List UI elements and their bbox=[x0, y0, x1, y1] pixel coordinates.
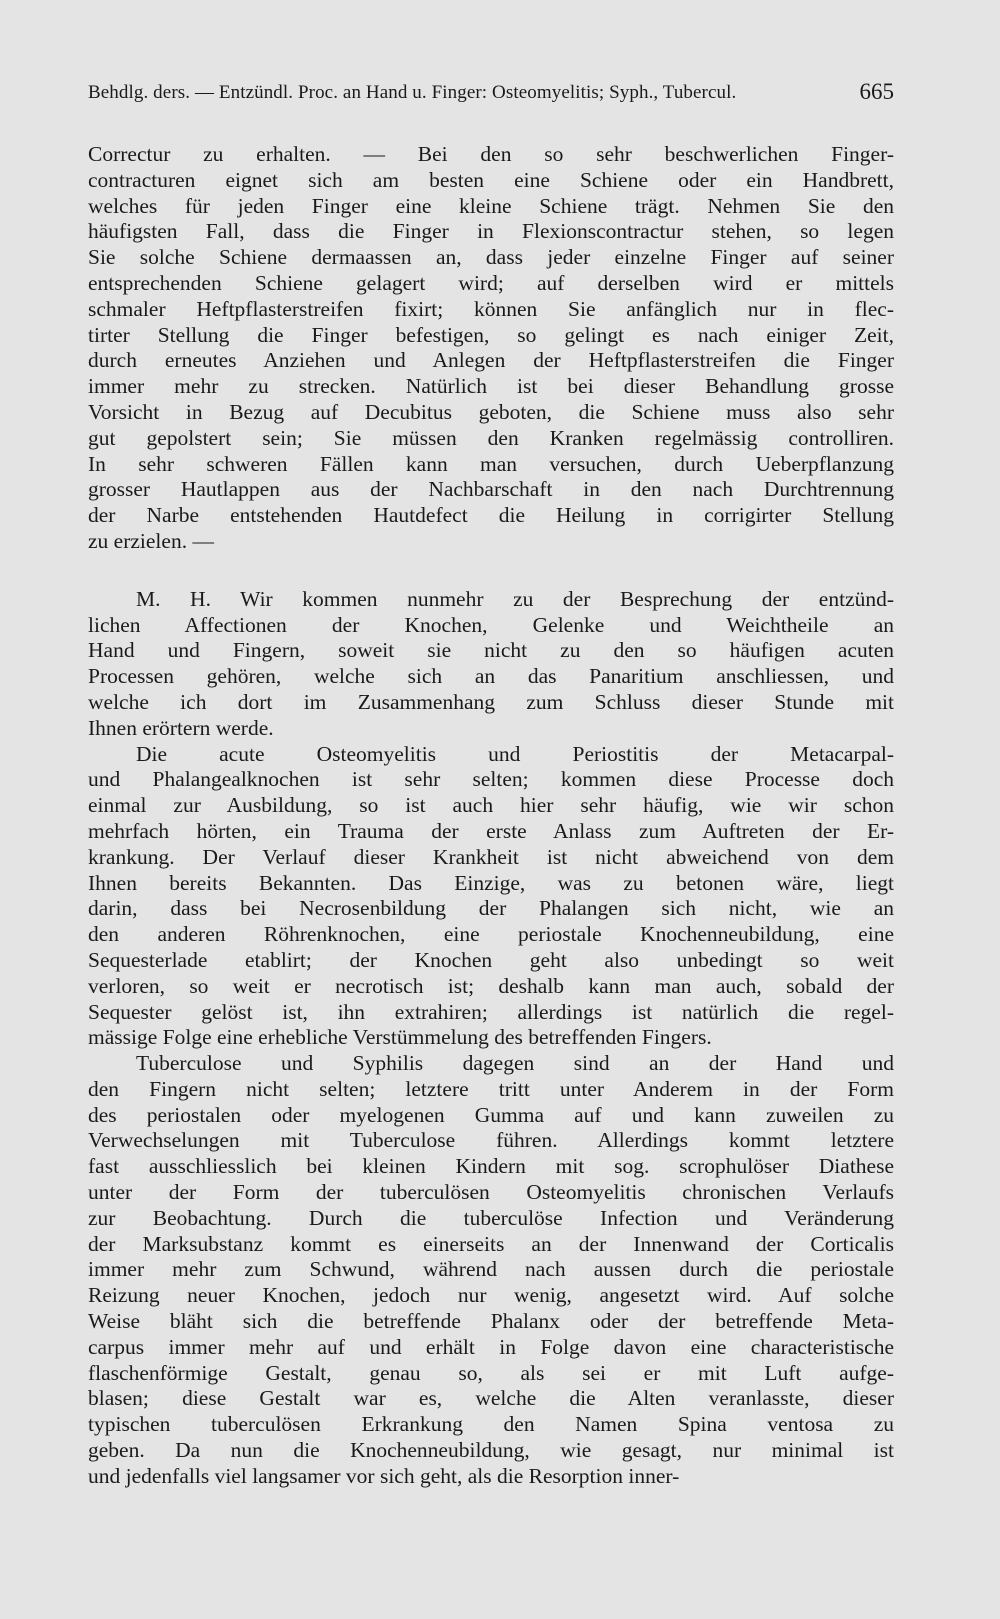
text-line: einmal zur Ausbildung, so ist auch hier sehr häufig, wie wir schon bbox=[88, 793, 894, 818]
paragraph-gap bbox=[88, 555, 894, 587]
text-line: immer mehr zum Schwund, während nach aussen durch die periostale bbox=[88, 1257, 894, 1282]
text-line: Hand und Fingern, soweit sie nicht zu den so häufigen acuten bbox=[88, 638, 894, 663]
text-line: durch erneutes Anziehen und Anlegen der Heftpflasterstreifen die Finger bbox=[88, 348, 894, 373]
text-line: mässige Folge eine erhebliche Verstümmelung des betreffenden Fingers. bbox=[88, 1025, 712, 1050]
text-line: Correctur zu erhalten. — Bei den so sehr beschwerlichen Finger- bbox=[88, 142, 894, 166]
text-line: tirter Stellung die Finger befestigen, so gelingt es nach einiger Zeit, bbox=[88, 322, 894, 347]
text-line: der Marksubstanz kommt es einerseits an der Innenwand der Corticalis bbox=[88, 1231, 894, 1256]
text-line: Vorsicht in Bezug auf Decubitus geboten, die Schiene muss also sehr bbox=[88, 399, 894, 424]
page-number: 665 bbox=[859, 79, 894, 104]
paragraph bbox=[88, 1051, 894, 1490]
text-line: blasen; diese Gestalt war es, welche die Alten veranlasste, dieser bbox=[88, 1386, 894, 1411]
text-line: der Narbe entstehenden Hautdefect die Heilung in corrigirter Stellung bbox=[88, 503, 894, 528]
text-line: Ihnen bereits Bekannten. Das Einzige, was zu betonen wäre, liegt bbox=[88, 870, 894, 895]
text-line: Die acute Osteomyelitis und Periostitis der Metacarpal- bbox=[136, 741, 894, 766]
text-line: carpus immer mehr auf und erhält in Folge davon eine characteristische bbox=[88, 1334, 894, 1359]
text-line: zur Beobachtung. Durch die tuberculöse Infection und Veränderung bbox=[88, 1205, 894, 1230]
text-line: darin, dass bei Necrosenbildung der Phalangen sich nicht, wie an bbox=[88, 896, 894, 921]
body-text bbox=[88, 142, 894, 1490]
text-line: Sequesterlade etablirt; der Knochen geht also unbedingt so weit bbox=[88, 947, 894, 972]
text-line: Sie solche Schiene dermaassen an, dass jeder einzelne Finger auf seiner bbox=[88, 245, 894, 270]
text-line: welches für jeden Finger eine kleine Schiene trägt. Nehmen Sie den bbox=[88, 193, 894, 218]
text-line: verloren, so weit er necrotisch ist; deshalb kann man auch, sobald der bbox=[88, 973, 894, 998]
text-line: typischen tuberculösen Erkrankung den Namen Spina ventosa zu bbox=[88, 1412, 894, 1437]
text-line: M. H. Wir kommen nunmehr zu der Besprechung der entzünd- bbox=[136, 586, 894, 611]
text-line: zu erzielen. — bbox=[88, 528, 214, 553]
text-line: flaschenförmige Gestalt, genau so, als sei er mit Luft aufge- bbox=[88, 1360, 894, 1385]
text-line: fast ausschliesslich bei kleinen Kindern mit sog. scrophulöser Diathese bbox=[88, 1154, 894, 1179]
text-line: Weise bläht sich die betreffende Phalanx oder der betreffende Meta- bbox=[88, 1309, 894, 1334]
text-line: häufigsten Fall, dass die Finger in Flexionscontractur stehen, so legen bbox=[88, 219, 894, 244]
page-header bbox=[88, 79, 894, 112]
text-line: lichen Affectionen der Knochen, Gelenke und Weichtheile an bbox=[88, 612, 894, 637]
text-line: contracturen eignet sich am besten eine Schiene oder ein Handbrett, bbox=[88, 167, 894, 192]
paragraph bbox=[88, 587, 894, 742]
text-line: entsprechenden Schiene gelagert wird; auf derselben wird er mittels bbox=[88, 270, 894, 295]
text-line: Tuberculose und Syphilis dagegen sind an der Hand und bbox=[136, 1051, 894, 1076]
paragraph bbox=[88, 142, 894, 555]
text-line: Ihnen erörtern werde. bbox=[88, 715, 274, 740]
text-line: grosser Hautlappen aus der Nachbarschaft in den nach Durchtrennung bbox=[88, 477, 894, 502]
text-line: schmaler Heftpflasterstreifen fixirt; können Sie anfänglich nur in flec- bbox=[88, 296, 894, 321]
text-line: Processen gehören, welche sich an das Panaritium anschliessen, und bbox=[88, 664, 894, 689]
text-line: unter der Form der tuberculösen Osteomyelitis chronischen Verlaufs bbox=[88, 1180, 894, 1205]
text-line: Verwechselungen mit Tuberculose führen. Allerdings kommt letztere bbox=[88, 1128, 894, 1153]
text-line: den Fingern nicht selten; letztere tritt unter Anderem in der Form bbox=[88, 1076, 894, 1101]
text-line: In sehr schweren Fällen kann man versuchen, durch Ueberpflanzung bbox=[88, 451, 894, 476]
text-line: mehrfach hörten, ein Trauma der erste Anlass zum Auftreten der Er- bbox=[88, 818, 894, 843]
text-line: den anderen Röhrenknochen, eine periostale Knochenneubildung, eine bbox=[88, 922, 894, 947]
running-title: Behdlg. ders. — Entzündl. Proc. an Hand u. Finger: Osteomyelitis; Syph., Tubercul. bbox=[88, 82, 737, 103]
text-line: Reizung neuer Knochen, jedoch nur wenig, angesetzt wird. Auf solche bbox=[88, 1283, 894, 1308]
text-line: des periostalen oder myelogenen Gumma auf und kann zuweilen zu bbox=[88, 1102, 894, 1127]
text-line: immer mehr zu strecken. Natürlich ist bei dieser Behandlung grosse bbox=[88, 374, 894, 399]
text-line: Sequester gelöst ist, ihn extrahiren; allerdings ist natürlich die regel- bbox=[88, 999, 894, 1024]
paragraph bbox=[88, 742, 894, 1052]
text-line: geben. Da nun die Knochenneubildung, wie gesagt, nur minimal ist bbox=[88, 1438, 894, 1463]
text-line: krankung. Der Verlauf dieser Krankheit ist nicht abweichend von dem bbox=[88, 844, 894, 869]
text-line: welche ich dort im Zusammenhang zum Schluss dieser Stunde mit bbox=[88, 689, 894, 714]
text-line: und jedenfalls viel langsamer vor sich geht, als die Resorption inner- bbox=[88, 1463, 680, 1488]
text-line: und Phalangealknochen ist sehr selten; kommen diese Processe doch bbox=[88, 767, 894, 792]
text-line: gut gepolstert sein; Sie müssen den Kranken regelmässig controlliren. bbox=[88, 425, 894, 450]
